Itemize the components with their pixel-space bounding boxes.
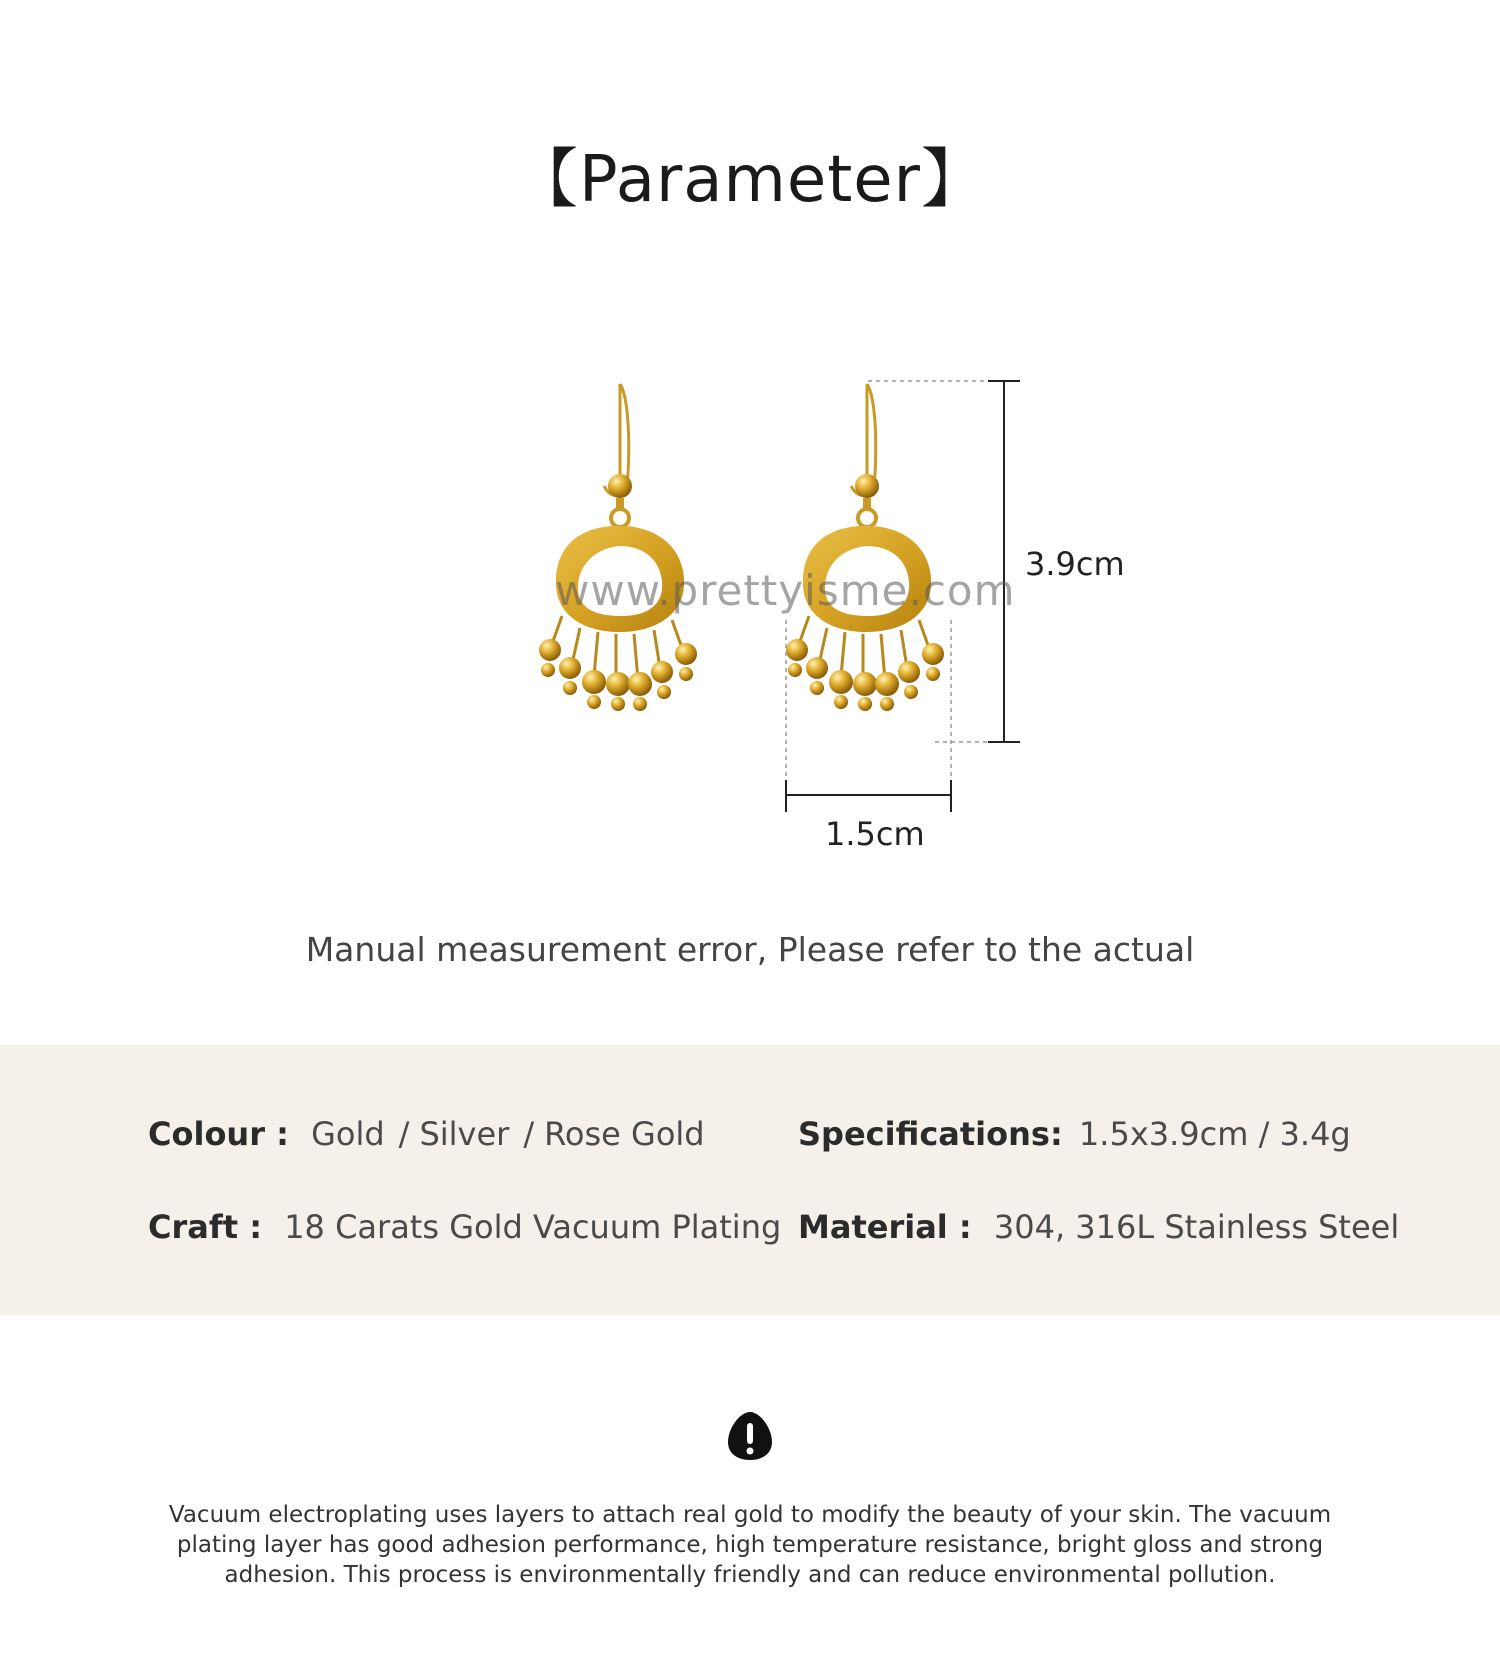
specifications-value: 1.5x3.9cm / 3.4g xyxy=(1078,1115,1351,1153)
specifications-label: Specifications: xyxy=(798,1115,1063,1153)
colour-option-gold: Gold xyxy=(311,1115,385,1153)
colour-label: Colour : xyxy=(148,1115,289,1153)
craft-label: Craft : xyxy=(148,1208,263,1246)
width-label: 1.5cm xyxy=(825,815,925,853)
measurement-note: Manual measurement error, Please refer to the actual xyxy=(305,930,1195,969)
watermark: www.prettyisme.com xyxy=(555,566,1016,615)
plating-description: Vacuum electroplating uses layers to attach real gold to modify the beauty of your skin. The vacuum plating layer has good adhesion performance, high temperature resistance, bright gloss and strong adhesion. This process is environmentally friendly and can reduce environmental pollution. xyxy=(168,1502,1332,1588)
colour-option-silver: Silver xyxy=(419,1115,510,1153)
material-value: 304, 316L Stainless Steel xyxy=(993,1208,1400,1246)
page-title: 【Parameter】 xyxy=(514,143,986,217)
spec-panel xyxy=(0,1045,1500,1315)
craft-value: 18 Carats Gold Vacuum Plating xyxy=(284,1208,782,1246)
spec-material xyxy=(798,1208,1399,1246)
spec-craft xyxy=(148,1208,781,1246)
colour-separator: / xyxy=(398,1115,410,1153)
colour-separator: / xyxy=(523,1115,535,1153)
spec-colour xyxy=(148,1115,705,1153)
spec-specifications xyxy=(798,1115,1351,1153)
colour-option-rose-gold: Rose Gold xyxy=(544,1115,705,1153)
earring-left xyxy=(539,384,697,711)
earring-right xyxy=(786,384,944,711)
warning-icon xyxy=(726,1410,774,1462)
material-label: Material : xyxy=(798,1208,972,1246)
height-label: 3.9cm xyxy=(1025,545,1125,583)
